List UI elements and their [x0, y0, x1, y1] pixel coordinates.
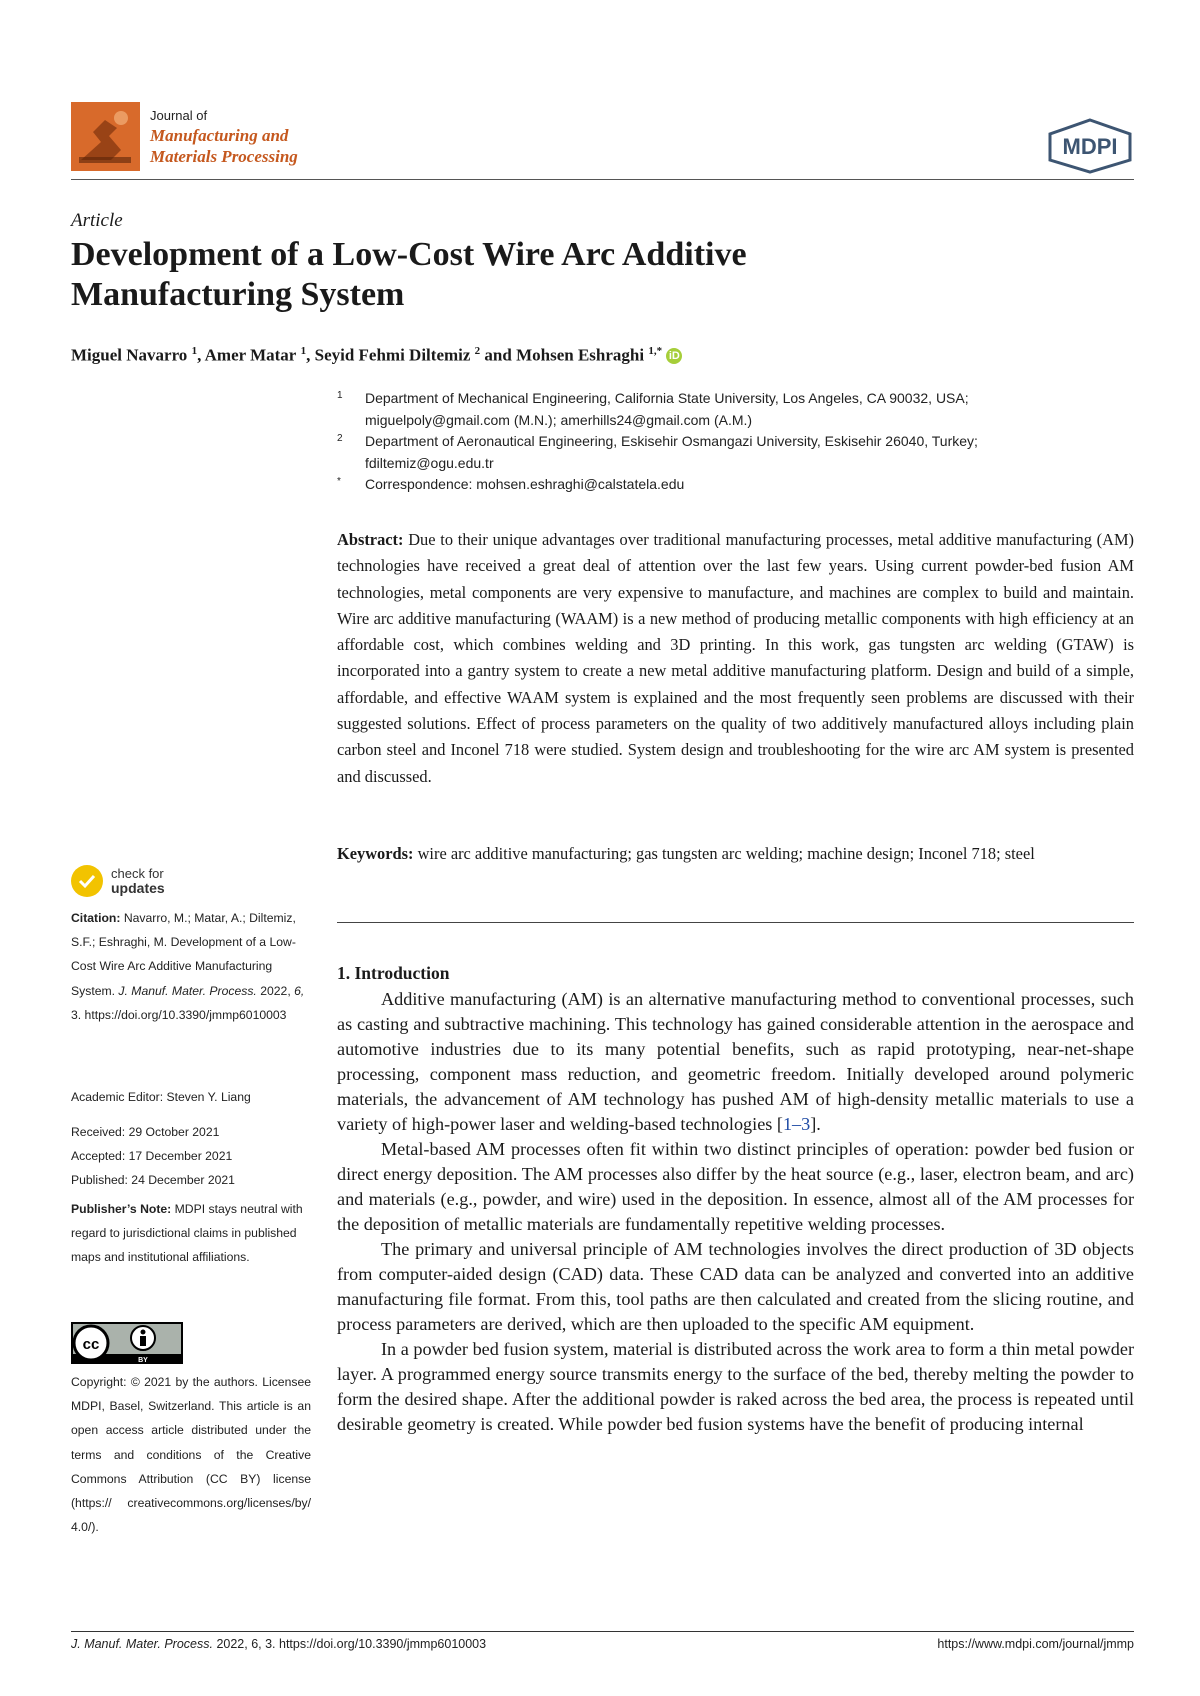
author-connector: and: [484, 345, 512, 365]
article-title: Development of a Low-Cost Wire Arc Additive Manufacturing System: [71, 236, 747, 313]
affiliation-marker: 2: [337, 433, 343, 444]
check-for-updates-label: [111, 866, 165, 896]
affiliation-line: Department of Mechanical Engineering, California State University, Los Angeles, CA 90032, USA;: [365, 390, 969, 406]
author-list: Miguel Navarro $^1$, Amer Matar $^1$, Seyid Fehmi Diltemiz $^2$ and Mohsen Eshraghi $^{1,*}$ iD: [71, 345, 1134, 366]
affiliation-line: Department of Aeronautical Engineering, Eskisehir Osmangazi University, Eskisehir 26040, Turkey;: [365, 433, 978, 449]
abstract-label: Abstract:: [337, 530, 404, 549]
abstract-text: Due to their unique advantages over traditional manufacturing processes, metal additive manufacturing (AM) technologies have received a great deal of attention over the last few years. Using current powder-bed fusion AM technologies, metal components are very expensive to manufacture, and machines are complex to build and maintain. Wire arc additive manufacturing (WAAM) is a new method of producing metallic components with high efficiency at an affordable cost, which combines welding and 3D printing. In this work, gas tungsten arc welding (GTAW) is incorporated into a gantry system to create a new metal additive manufacturing platform. Design and build of a simple, affordable, and effective WAAM system is explained and the most frequently seen problems are discussed with their suggested solutions. Effect of process parameters on the quality of two additively manufactured alloys including plain carbon steel and Inconel 718 were studied. System design and troubleshooting for the wire arc AM system is presented and discussed.: [337, 530, 1134, 786]
author-affiliation-marker: 1: [300, 345, 307, 357]
correspondence-line[interactable]: Correspondence: mohsen.eshraghi@calstatela.edu: [365, 476, 685, 492]
paragraph: The primary and universal principle of AM technologies involves the direct production of 3D objects from computer-aided design (CAD) data. These CAD data can be analyzed and converted into an additive manufacturing file format. From this, tool paths are then calculated and created from the slicing routine, and process parameters are derived, which are then uploaded to the specific AM equipment.: [337, 1239, 1134, 1334]
check-for-updates-button[interactable]: [71, 865, 181, 899]
abstract: [337, 527, 1134, 790]
copyright-notice: Copyright: © 2021 by the authors. Licensee MDPI, Basel, Switzerland. This article is an open access article distributed under the terms and conditions of the Creative Commons Attribution (CC BY) license (https:// creativecommons.org/licenses/by/ 4.0/).: [71, 1375, 311, 1535]
journal-label: Journal of: [150, 108, 208, 123]
citation-volume: 6,: [294, 983, 305, 998]
affiliation-marker: *: [337, 476, 341, 487]
paragraph-text: Additive manufacturing (AM) is an alternative manufacturing method to conventional processes, such as casting and subtractive machining. This technology has gained considerable attention in the aerospace and automotive industries due to its many potential benefits, such as rapid prototyping, near-net-shape processing, component mass reduction, and geometric freedom. Initially developed around polymeric materials, the advancement of AM technology has pushed AM of high-density metallic materials to use a variety of high-power laser and welding-based technologies [: [337, 989, 1134, 1134]
paragraph: In a powder bed fusion system, material is distributed across the work area to form a thin metal powder layer. A programmed energy source transmits energy to the surface of the bed, thereby melting the powder to form the desired shape. After the additional powder is raked across the bed area, the process is repeated until desirable geometry is created. While powder bed fusion systems have the benefit of producing internal: [337, 1339, 1134, 1434]
keywords: [337, 841, 1134, 867]
publication-dates: [71, 1120, 311, 1192]
abstract-divider: [337, 922, 1134, 923]
journal-name-line2: Materials Processing: [150, 147, 298, 166]
affiliation-emails[interactable]: fdiltemiz@ogu.edu.tr: [365, 454, 494, 471]
author-name[interactable]: Mohsen Eshraghi: [516, 345, 645, 365]
author-name[interactable]: Amer Matar: [204, 345, 297, 365]
footer-journal-abbrev: J. Manuf. Mater. Process.: [71, 1637, 213, 1651]
footer-journal-url[interactable]: https://www.mdpi.com/journal/jmmp: [937, 1637, 1134, 1651]
citation-journal: J. Manuf. Mater. Process.: [118, 983, 257, 998]
citation-doi[interactable]: 3. https://doi.org/10.3390/jmmp6010003: [71, 1007, 287, 1022]
footer-divider: [71, 1631, 1134, 1632]
publishers-note-label: Publisher’s Note:: [71, 1202, 172, 1216]
published-date: Published: 24 December 2021: [71, 1173, 235, 1187]
citation-block: [71, 906, 311, 1027]
citation-link[interactable]: 1–3: [782, 1114, 811, 1134]
paragraph: Metal-based AM processes often fit within two distinct principles of operation: powder bed fusion or direct energy deposition. The AM processes also differ by the heat source (e.g., laser, electron beam, and arc) and materials (e.g., powder, and wire) used in the deposition. In essence, almost all of the AM processes for the deposition of metallic materials are fundamentally repetitive welding processes.: [337, 1139, 1134, 1234]
paragraph-text: ].: [810, 1114, 821, 1134]
affiliation-emails[interactable]: miguelpoly@gmail.com (M.N.); amerhills24@gmail.com (A.M.): [365, 411, 753, 428]
cc-by-icon[interactable]: [71, 1322, 183, 1364]
journal-name[interactable]: [150, 125, 298, 167]
journal-name-line1: Manufacturing and: [150, 126, 289, 145]
mdpi-logo-icon[interactable]: [1046, 118, 1134, 174]
header-divider: [71, 179, 1134, 180]
check-for-updates-line1: check for: [111, 866, 164, 881]
author-affiliation-marker: 2: [474, 345, 481, 357]
journal-logo-icon: [71, 102, 140, 171]
mdpi-logo-text: MDPI: [1062, 134, 1118, 159]
accepted-date: Accepted: 17 December 2021: [71, 1149, 233, 1163]
citation-year: 2022,: [260, 983, 291, 998]
section-heading-introduction: 1. Introduction: [337, 963, 450, 983]
affiliation-item: [337, 474, 1137, 496]
affiliations: [337, 388, 1137, 496]
publishers-note-text: MDPI stays neutral with regard to jurisdictional claims in published maps and institutional affiliations.: [71, 1202, 303, 1265]
author-name[interactable]: Miguel Navarro: [71, 345, 188, 365]
author-affiliation-marker: 1: [191, 345, 198, 357]
keywords-label: Keywords:: [337, 844, 414, 863]
orcid-icon[interactable]: iD: [666, 348, 682, 364]
svg-text:cc: cc: [82, 1336, 100, 1353]
svg-text:BY: BY: [138, 1357, 148, 1364]
keywords-text: wire arc additive manufacturing; gas tungsten arc welding; machine design; Inconel 718; steel: [417, 844, 1035, 863]
check-for-updates-line2: updates: [111, 880, 165, 896]
paragraph: [337, 987, 1134, 1137]
citation-label: Citation:: [71, 911, 121, 925]
affiliation-item: [337, 431, 1137, 474]
check-for-updates-icon: [71, 865, 103, 897]
author-affiliation-marker: 1,*: [648, 345, 663, 357]
introduction-body: [337, 987, 1134, 1437]
academic-editor: Academic Editor: Steven Y. Liang: [71, 1090, 251, 1104]
affiliation-item: [337, 388, 1137, 431]
received-date: Received: 29 October 2021: [71, 1125, 220, 1139]
citation-text: Navarro, M.; Matar, A.; Diltemiz, S.F.; Eshraghi, M. Development of a Low-Cost Wire Arc Additive Manufacturing System.: [71, 911, 296, 998]
article-type: Article: [71, 210, 123, 231]
footer-citation: [71, 1637, 486, 1651]
footer-doi[interactable]: 2022, 6, 3. https://doi.org/10.3390/jmmp6010003: [216, 1637, 487, 1651]
author-name[interactable]: Seyid Fehmi Diltemiz: [314, 345, 471, 365]
publishers-note: [71, 1197, 311, 1270]
affiliation-marker: 1: [337, 390, 343, 401]
